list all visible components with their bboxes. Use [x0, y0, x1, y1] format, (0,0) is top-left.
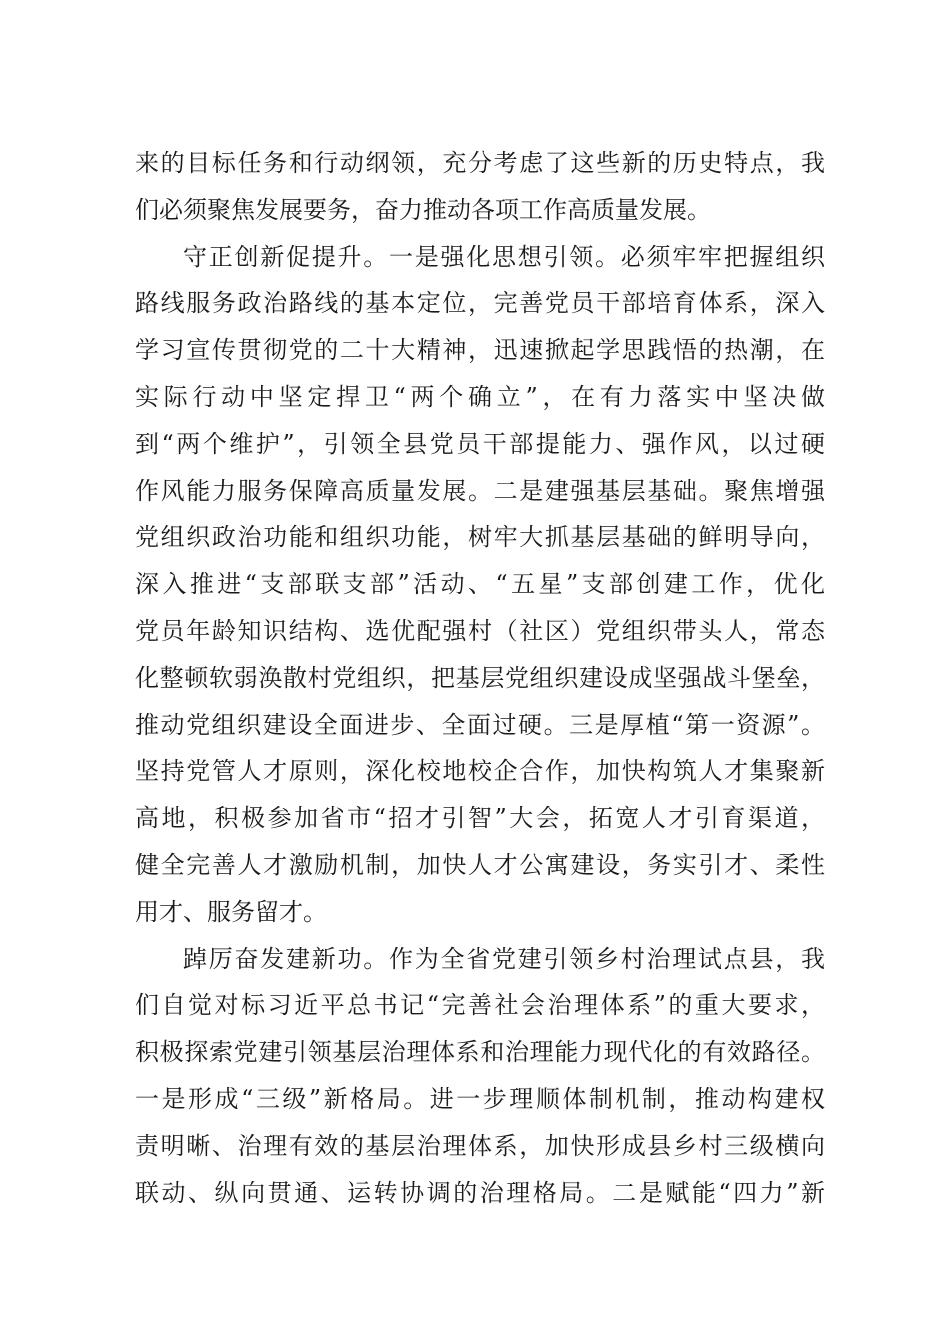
- text-line: 党组织政治功能和组织功能，树牢大抓基层基础的鲜明导向，: [135, 523, 825, 552]
- text-line: 们必须聚焦发展要务，奋力推动各项工作高质量发展。: [135, 195, 711, 224]
- paragraph-first-line: 守正创新促提升。一是强化思想引领。必须牢牢把握组织: [183, 242, 825, 271]
- text-line: 学习宣传贯彻党的二十大精神，迅速掀起学思践悟的热潮，在: [135, 336, 825, 365]
- text-line: 责明晰、治理有效的基层治理体系，加快形成县乡村三级横向: [135, 1131, 825, 1160]
- paragraph-first-line: 踔厉奋发建新功。作为全省党建引领乡村治理试点县，我: [183, 944, 825, 973]
- text-line: 到“两个维护”，引领全县党员干部提能力、强作风，以过硬: [135, 429, 825, 458]
- text-line: 实际行动中坚定捍卫“两个确立”，在有力落实中坚决做: [135, 382, 825, 411]
- text-line: 作风能力服务保障高质量发展。二是建强基层基础。聚焦增强: [135, 476, 825, 505]
- text-line: 来的目标任务和行动纲领，充分考虑了这些新的历史特点，我: [135, 149, 825, 177]
- text-line: 联动、纵向贯通、运转协调的治理格局。二是赋能“四力”新: [135, 1178, 825, 1207]
- text-line: 路线服务政治路线的基本定位，完善党员干部培育体系，深入: [135, 289, 825, 318]
- text-line: 党员年龄知识结构、选优配强村（社区）党组织带头人，常态: [135, 616, 825, 645]
- text-line: 健全完善人才激励机制，加快人才公寓建设，务实引才、柔性: [135, 850, 825, 879]
- text-line: 推动党组织建设全面进步、全面过硬。三是厚植“第一资源”。: [135, 710, 825, 739]
- text-line: 们自觉对标习近平总书记“完善社会治理体系”的重大要求，: [135, 991, 825, 1020]
- text-line: 深入推进“支部联支部”活动、“五星”支部创建工作，优化: [135, 570, 825, 599]
- text-line: 积极探索党建引领基层治理体系和治理能力现代化的有效路径。: [135, 1038, 825, 1067]
- body-text: [135, 140, 825, 1216]
- text-line: 坚持党管人才原则，深化校地校企合作，加快构筑人才集聚新: [135, 757, 825, 786]
- text-line: 一是形成“三级”新格局。进一步理顺体制机制，推动构建权: [135, 1084, 825, 1113]
- text-line: 化整顿软弱涣散村党组织，把基层党组织建设成坚强战斗堡垒，: [135, 663, 825, 692]
- text-line: 用才、服务留才。: [135, 897, 327, 926]
- text-line: 高地，积极参加省市“招才引智”大会，拓宽人才引育渠道，: [135, 804, 825, 833]
